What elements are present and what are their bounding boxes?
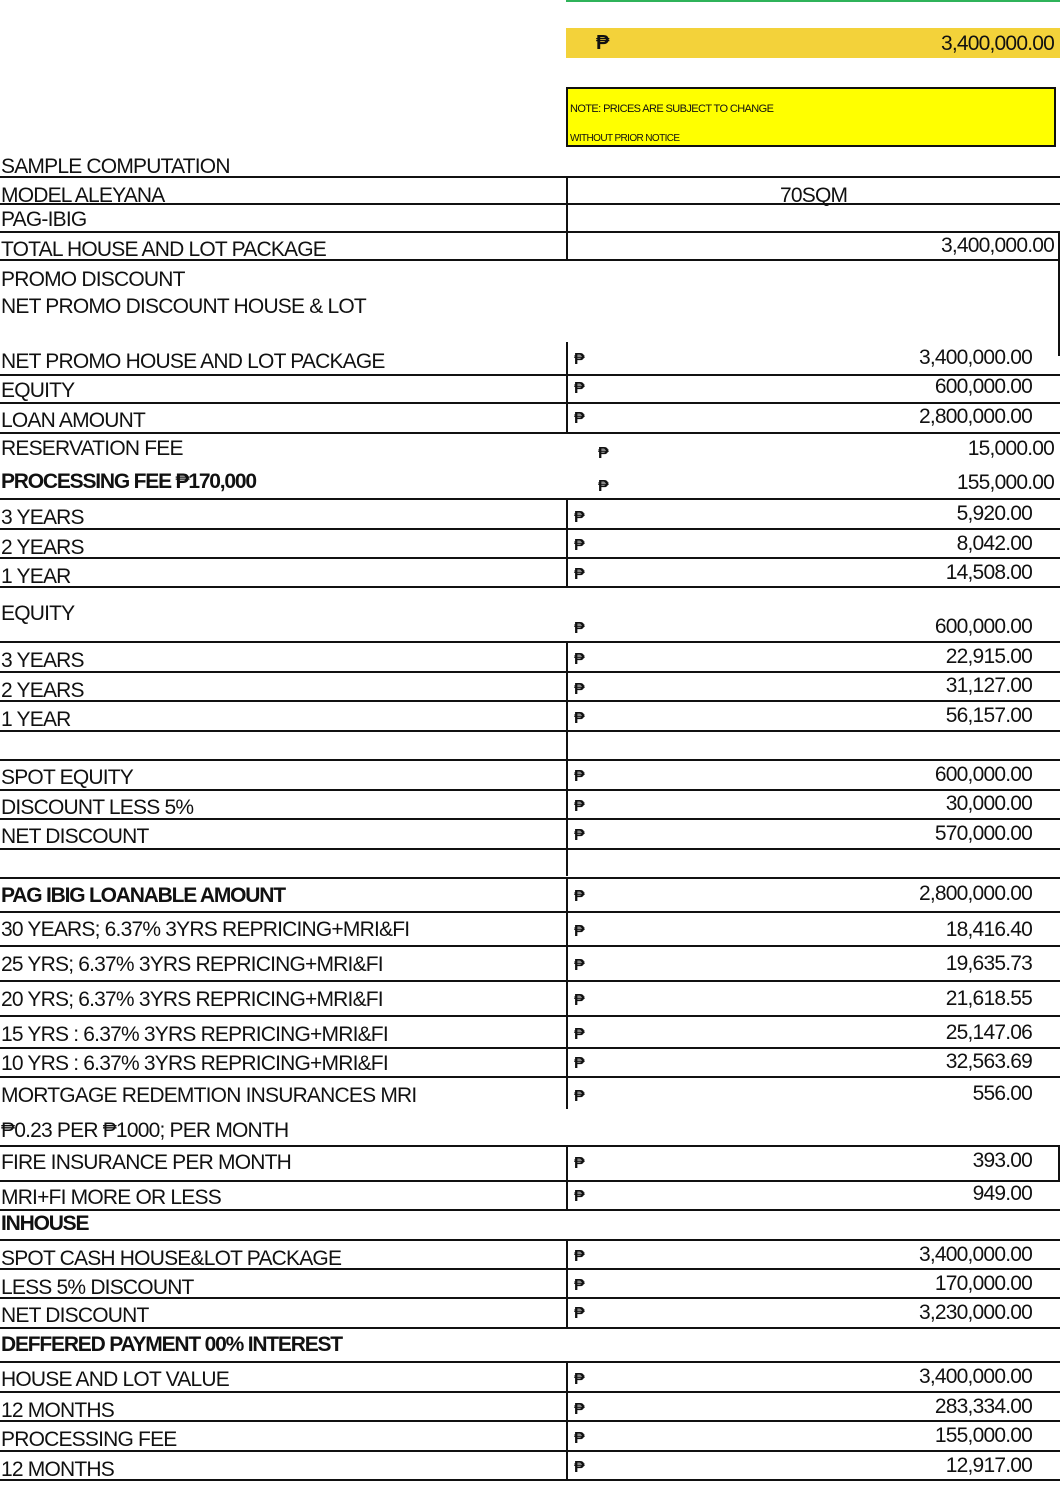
row-label: DISCOUNT LESS 5% xyxy=(1,796,194,819)
grid-line xyxy=(0,231,1060,233)
peso-sign: ₱ xyxy=(574,888,584,905)
grid-line xyxy=(0,1297,1060,1299)
grid-line xyxy=(0,730,1060,732)
grid-line xyxy=(0,203,1060,205)
row-label: 1 YEAR xyxy=(1,565,71,588)
grid-line xyxy=(0,1015,1060,1017)
peso-sign: ₱ xyxy=(574,1188,584,1205)
row-label: PAG IBIG LOANABLE AMOUNT xyxy=(1,884,285,907)
grid-line xyxy=(0,557,1060,559)
grid-line xyxy=(0,1391,1060,1393)
model-size: 70SQM xyxy=(780,184,848,207)
financing-label: PAG-IBIG xyxy=(1,208,87,231)
row-label: DEFFERED PAYMENT 00% INTEREST xyxy=(1,1333,342,1356)
row-label: INHOUSE xyxy=(1,1212,89,1235)
row-label: MRI+FI MORE OR LESS xyxy=(1,1186,221,1209)
row-value: 31,127.00 xyxy=(945,674,1032,697)
peso-sign: ₱ xyxy=(574,1459,584,1476)
row-label: 3 YEARS xyxy=(1,649,84,672)
grid-line xyxy=(566,1145,568,1209)
note-line-2: WITHOUT PRIOR NOTICE xyxy=(570,133,680,144)
row-label: NET DISCOUNT xyxy=(1,1304,149,1327)
grid-line xyxy=(0,1420,1060,1422)
row-value: 32,563.69 xyxy=(945,1050,1032,1073)
row-label: NET PROMO DISCOUNT HOUSE & LOT xyxy=(1,295,366,318)
row-label: 15 YRS : 6.37% 3YRS REPRICING+MRI&FI xyxy=(1,1023,388,1046)
peso-sign: ₱ xyxy=(596,32,609,54)
row-label: 12 MONTHS xyxy=(1,1399,114,1422)
row-value: 56,157.00 xyxy=(945,704,1032,727)
grid-line xyxy=(0,1361,1060,1363)
grid-line xyxy=(566,176,568,259)
row-value: 21,618.55 xyxy=(945,987,1032,1010)
grid-line xyxy=(0,528,1060,530)
grid-line xyxy=(0,1479,1060,1481)
price-change-note xyxy=(566,87,1056,147)
peso-sign: ₱ xyxy=(598,445,608,462)
row-value: 8,042.00 xyxy=(956,532,1032,555)
grid-line xyxy=(0,1327,1060,1329)
row-label: PROCESSING FEE xyxy=(1,1428,177,1451)
row-value: 600,000.00 xyxy=(934,375,1032,398)
peso-sign: ₱ xyxy=(574,1430,584,1447)
row-value: 14,508.00 xyxy=(945,561,1032,584)
row-label: 25 YRS; 6.37% 3YRS REPRICING+MRI&FI xyxy=(1,953,383,976)
row-label: 12 MONTHS xyxy=(1,1458,114,1481)
grid-line xyxy=(0,671,1060,673)
peso-sign: ₱ xyxy=(574,1155,584,1172)
peso-sign: ₱ xyxy=(574,351,584,368)
peso-sign: ₱ xyxy=(574,1401,584,1418)
grid-line xyxy=(0,818,1060,820)
row-value: 25,147.06 xyxy=(945,1021,1032,1044)
row-value: 155,000.00 xyxy=(956,471,1054,494)
peso-sign: ₱ xyxy=(574,566,584,583)
grid-line xyxy=(0,1209,1060,1211)
peso-sign: ₱ xyxy=(574,1026,584,1043)
row-value: 19,635.73 xyxy=(945,952,1032,975)
peso-sign: ₱ xyxy=(574,380,584,397)
peso-sign: ₱ xyxy=(574,827,584,844)
peso-sign: ₱ xyxy=(574,537,584,554)
peso-sign: ₱ xyxy=(574,768,584,785)
row-value: 22,915.00 xyxy=(945,645,1032,668)
row-value: 170,000.00 xyxy=(934,1272,1032,1295)
row-label: MORTGAGE REDEMTION INSURANCES MRI xyxy=(1,1084,417,1107)
total-price-value: 3,400,000.00 xyxy=(940,32,1054,55)
peso-sign: ₱ xyxy=(574,681,584,698)
grid-line xyxy=(0,176,1060,178)
peso-sign: ₱ xyxy=(574,957,584,974)
row-label: RESERVATION FEE xyxy=(1,437,183,460)
row-label: 3 YEARS xyxy=(1,506,84,529)
green-accent-line xyxy=(566,0,1060,2)
row-value: 3,400,000.00 xyxy=(940,234,1054,257)
row-value: 3,400,000.00 xyxy=(918,1365,1032,1388)
grid-line xyxy=(0,945,1060,947)
row-value: 600,000.00 xyxy=(934,615,1032,638)
row-value: 393.00 xyxy=(972,1149,1032,1172)
grid-line xyxy=(0,789,1060,791)
peso-sign: ₱ xyxy=(574,710,584,727)
row-label: 2 YEARS xyxy=(1,679,84,702)
row-label: PROCESSING FEE ₱170,000 xyxy=(1,470,256,493)
row-label: NET DISCOUNT xyxy=(1,825,149,848)
peso-sign: ₱ xyxy=(574,923,584,940)
row-label: 2 YEARS xyxy=(1,536,84,559)
grid-line xyxy=(566,877,568,1109)
grid-line xyxy=(0,911,1060,913)
row-value: 556.00 xyxy=(972,1082,1032,1105)
grid-line xyxy=(0,877,1060,879)
grid-line xyxy=(0,432,1060,434)
peso-sign: ₱ xyxy=(574,1248,584,1265)
row-value: 155,000.00 xyxy=(934,1424,1032,1447)
row-value: 949.00 xyxy=(972,1182,1032,1205)
peso-sign: ₱ xyxy=(574,1055,584,1072)
row-value: 15,000.00 xyxy=(967,437,1054,460)
grid-line xyxy=(0,586,1060,588)
grid-line xyxy=(0,700,1060,702)
row-label: EQUITY xyxy=(1,379,75,402)
row-value: 3,230,000.00 xyxy=(918,1301,1032,1324)
row-label: 10 YRS : 6.37% 3YRS REPRICING+MRI&FI xyxy=(1,1052,388,1075)
row-value: 18,416.40 xyxy=(945,918,1032,941)
row-label: EQUITY xyxy=(1,602,75,625)
grid-line xyxy=(566,342,568,432)
row-label: LESS 5% DISCOUNT xyxy=(1,1276,194,1299)
row-label: HOUSE AND LOT VALUE xyxy=(1,1368,229,1391)
peso-sign: ₱ xyxy=(574,1371,584,1388)
grid-line xyxy=(0,1076,1060,1078)
peso-sign: ₱ xyxy=(574,410,584,427)
grid-line xyxy=(566,641,568,876)
row-label: TOTAL HOUSE AND LOT PACKAGE xyxy=(1,238,326,261)
row-label: FIRE INSURANCE PER MONTH xyxy=(1,1151,291,1174)
row-label: PROMO DISCOUNT xyxy=(1,268,185,291)
row-value: 12,917.00 xyxy=(945,1454,1032,1477)
row-label: 30 YEARS; 6.37% 3YRS REPRICING+MRI&FI xyxy=(1,918,410,941)
grid-line xyxy=(566,1361,568,1479)
grid-line xyxy=(0,759,1060,761)
row-label: SPOT CASH HOUSE&LOT PACKAGE xyxy=(1,1247,342,1270)
row-label: NET PROMO HOUSE AND LOT PACKAGE xyxy=(1,350,385,373)
row-value: 283,334.00 xyxy=(934,1395,1032,1418)
row-value: 570,000.00 xyxy=(934,822,1032,845)
grid-line xyxy=(566,498,568,586)
peso-sign: ₱ xyxy=(574,992,584,1009)
grid-line xyxy=(0,1239,1060,1241)
peso-sign: ₱ xyxy=(574,651,584,668)
peso-sign: ₱ xyxy=(574,1305,584,1322)
model-label: MODEL ALEYANA xyxy=(1,184,165,207)
row-value: 3,400,000.00 xyxy=(918,346,1032,369)
row-value: 600,000.00 xyxy=(934,763,1032,786)
grid-line xyxy=(0,374,1060,376)
row-value: 2,800,000.00 xyxy=(918,882,1032,905)
row-label: 1 YEAR xyxy=(1,708,71,731)
computation-title: SAMPLE COMPUTATION xyxy=(1,155,230,178)
grid-line xyxy=(0,1047,1060,1049)
peso-sign: ₱ xyxy=(574,620,584,637)
row-label: SPOT EQUITY xyxy=(1,766,134,789)
grid-line xyxy=(0,641,1060,643)
total-price-banner xyxy=(566,28,1060,58)
grid-line xyxy=(0,980,1060,982)
peso-sign: ₱ xyxy=(574,1088,584,1105)
grid-line xyxy=(0,1450,1060,1452)
note-line-1: NOTE: PRICES ARE SUBJECT TO CHANGE xyxy=(570,103,774,115)
grid-line xyxy=(0,848,1060,850)
peso-sign: ₱ xyxy=(574,798,584,815)
peso-sign: ₱ xyxy=(598,478,608,495)
peso-sign: ₱ xyxy=(574,509,584,526)
row-value: 30,000.00 xyxy=(945,792,1032,815)
grid-line xyxy=(566,1239,568,1327)
grid-line xyxy=(0,498,1060,500)
row-value: 2,800,000.00 xyxy=(918,405,1032,428)
grid-line xyxy=(0,402,1060,404)
grid-line xyxy=(0,1145,1060,1147)
peso-sign: ₱ xyxy=(574,1277,584,1294)
grid-line xyxy=(0,259,1060,261)
row-label: LOAN AMOUNT xyxy=(1,409,146,432)
row-label: ₱0.23 PER ₱1000; PER MONTH xyxy=(1,1119,289,1142)
row-value: 5,920.00 xyxy=(956,502,1032,525)
grid-line xyxy=(0,1268,1060,1270)
row-label: 20 YRS; 6.37% 3YRS REPRICING+MRI&FI xyxy=(1,988,383,1011)
grid-line xyxy=(0,1180,1060,1182)
row-value: 3,400,000.00 xyxy=(918,1243,1032,1266)
